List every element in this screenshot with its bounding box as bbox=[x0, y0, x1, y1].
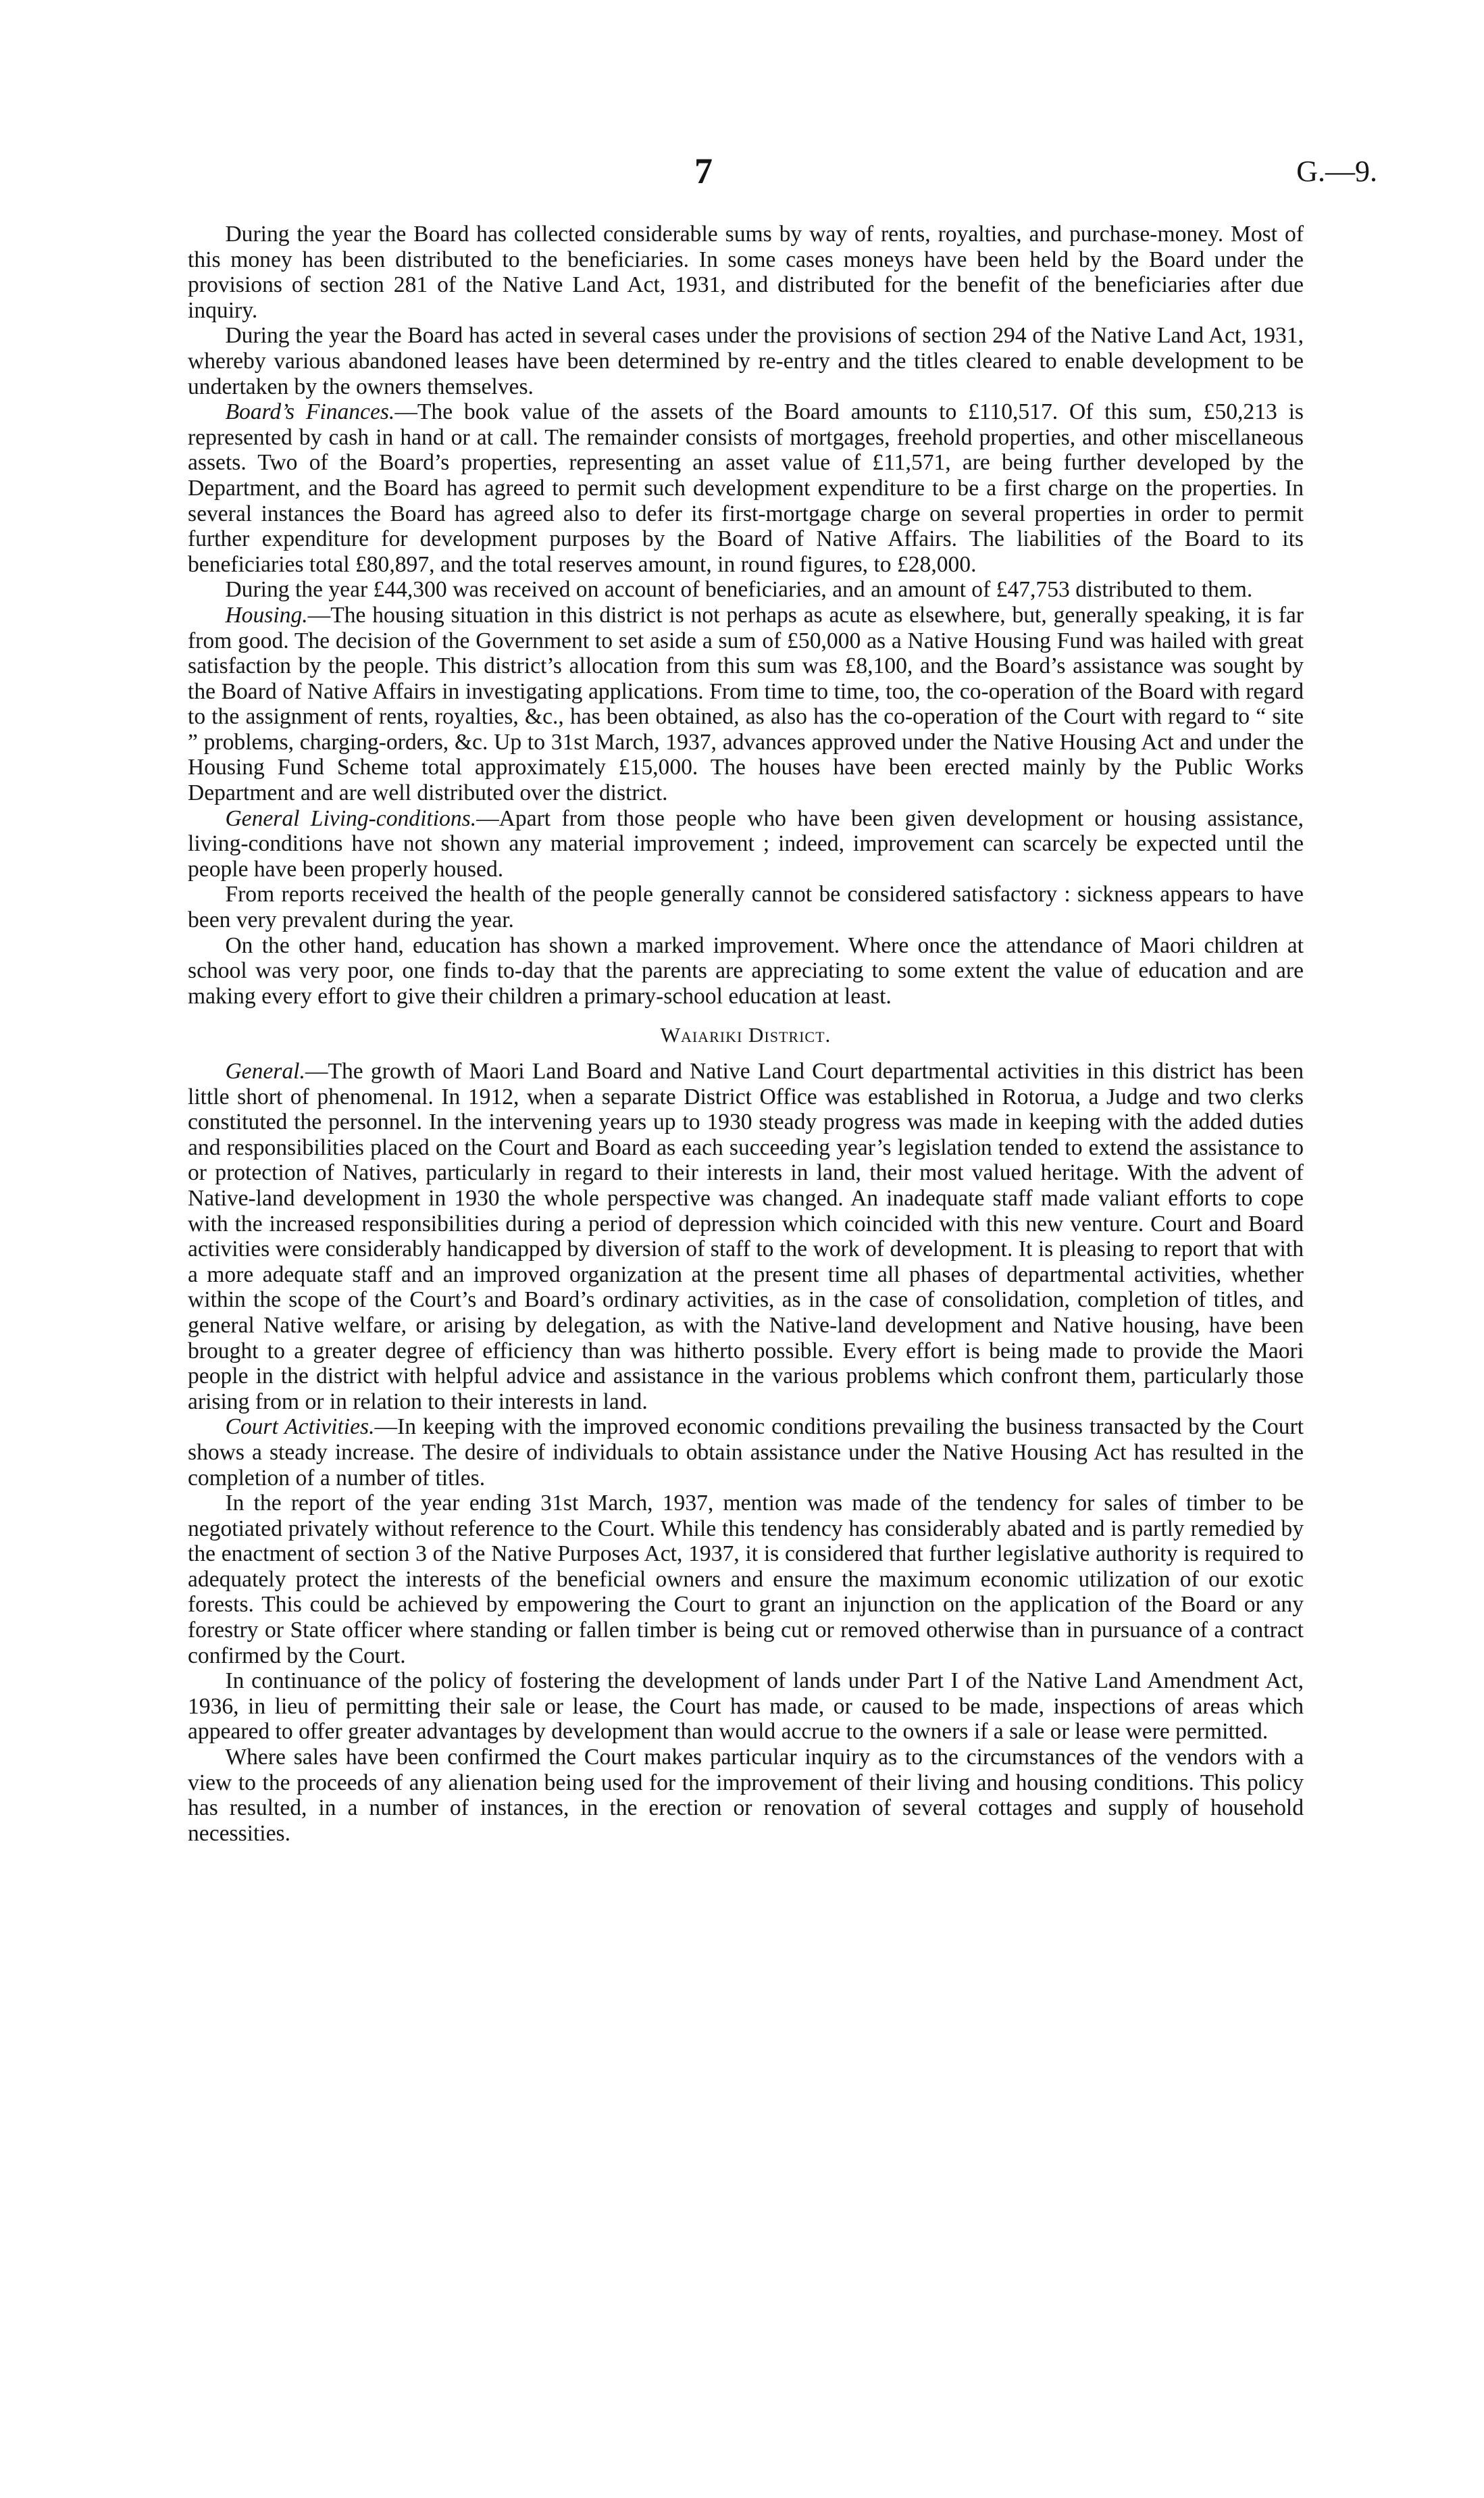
paragraph-text: During the year £44,300 was received on account of beneficiaries, and an amount of £47,753 distributed to them. bbox=[225, 577, 1253, 603]
paragraph-text: During the year the Board has collected considerable sums by way of rents, royalties, and purchase-money. Most of this money has been distributed to the beneficiaries. In some cases moneys have been held by the Board under the provisions of section 281 of the Native Land Act, 1931, and distributed for the benefit of the beneficiaries after due inquiry. bbox=[188, 222, 1304, 323]
paragraph bbox=[188, 882, 1304, 932]
paragraph-text: On the other hand, education has shown a marked improvement. Where once the attendance of Maori children at school was very poor, one finds to-day that the parents are appreciating to some extent the value of education and are making every effort to give their children a primary-school education at least. bbox=[188, 932, 1304, 1009]
report-series-number: G.—9. bbox=[1296, 155, 1377, 188]
paragraph bbox=[188, 806, 1304, 882]
paragraph bbox=[188, 933, 1304, 1009]
paragraph bbox=[188, 1414, 1304, 1491]
paragraph-lead: Court Activities. bbox=[225, 1414, 375, 1440]
paragraph-lead: General. bbox=[225, 1059, 305, 1084]
paragraph bbox=[188, 399, 1304, 577]
paragraph-text: From reports received the health of the people generally cannot be considered satisfactory : sickness appears to have been very prevalent during the year. bbox=[188, 882, 1304, 933]
paragraph-text: In continuance of the policy of fostering the development of lands under Part I of the Native Land Amendment Act, 1936, in lieu of permitting their sale or lease, the Court has made, or caused to be made, inspections of areas which appeared to offer greater advantages by development than would accrue to the owners if a sale or lease were permitted. bbox=[188, 1668, 1304, 1745]
paragraph bbox=[188, 323, 1304, 399]
paragraph-text: During the year the Board has acted in several cases under the provisions of section 294 of the Native Land Act, 1931, whereby various abandoned leases have been determined by re-entry and the titles cleared to enable development to be undertaken by the owners themselves. bbox=[188, 323, 1304, 399]
paragraph-text: —In keeping with the improved economic conditions prevailing the business transacted by the Court shows a steady increase. The desire of individuals to obtain assistance under the Native Housing Act has resulted in the completion of a number of titles. bbox=[188, 1414, 1304, 1491]
paragraph bbox=[188, 1668, 1304, 1745]
paragraph-text: —The growth of Maori Land Board and Native Land Court departmental activities in this district has been little short of phenomenal. In 1912, when a separate District Office was established in Rotorua, a Judge and two clerks constituted the personnel. In the intervening years up to 1930 steady progress was made in keeping with the added duties and responsibilities placed on the Court and Board as each succeeding year’s legislation tended to extend the assistance to or protection of Natives, particularly in regard to their interests in land, their most valued heritage. With the advent of Native-land development in 1930 the whole perspective was changed. An inadequate staff made valiant efforts to cope with the increased responsibilities during a period of depression which coincided with this new venture. Court and Board activities were considerably handicapped by diversion of staff to the work of development. It is pleasing to report that with a more adequate staff and an improved organization at the present time all phases of departmental activities, whether within the scope of the Court’s and Board’s ordinary activities, as in the case of consolidation, completion of titles, and general Native welfare, or arising by delegation, as with the Native-land development and Native housing, have been brought to a greater degree of efficiency than was hitherto possible. Every effort is being made to provide the Maori people in the district with helpful advice and assistance in the various problems which confront them, particularly those arising from or in relation to their interests in land. bbox=[188, 1059, 1304, 1414]
paragraph bbox=[188, 1491, 1304, 1668]
section-heading: Waiariki District. bbox=[660, 1023, 831, 1047]
page-number: 7 bbox=[694, 151, 713, 191]
paragraph-text: —Apart from those people who have been given development or housing assistance, living-conditions have not shown any material improvement ; indeed, improvement can scarcely be expected until the people have been properly housed. bbox=[188, 805, 1304, 882]
paragraph-text: Where sales have been confirmed the Court makes particular inquiry as to the circumstances of the vendors with a view to the proceeds of any alienation being used for the improvement of their living and housing conditions. This policy has resulted, in a number of instances, in the erection or renovation of several cottages and supply of household necessities. bbox=[188, 1745, 1304, 1846]
paragraph bbox=[188, 603, 1304, 806]
paragraph bbox=[188, 577, 1304, 603]
paragraph-lead: General Living-conditions. bbox=[225, 805, 477, 831]
paragraph-lead: Housing. bbox=[225, 602, 308, 628]
paragraph bbox=[188, 1745, 1304, 1846]
paragraph-lead: Board’s Finances. bbox=[225, 399, 395, 425]
body-text bbox=[188, 222, 1304, 1846]
paragraph bbox=[188, 1059, 1304, 1414]
paragraph-text: —The housing situation in this district is not perhaps as acute as elsewhere, but, generally speaking, it is far from good. The decision of the Government to set aside a sum of £50,000 as a Native Housing Fund was hailed with great satisfaction by the people. This district’s allocation from this sum was £8,100, and the Board’s assistance was sought by the Board of Native Affairs in investigating applications. From time to time, too, the co-operation of the Board with regard to the assignment of rents, royalties, &c., has been obtained, as also has the co-operation of the Court with regard to “ site ” problems, charging-orders, &c. Up to 31st March, 1937, advances approved under the Native Housing Act and under the Housing Fund Scheme total approximately £15,000. The houses have been erected mainly by the Public Works Department and are well distributed over the district. bbox=[188, 602, 1304, 806]
paragraph-text: —The book value of the assets of the Board amounts to £110,517. Of this sum, £50,213 is represented by cash in hand or at call. The remainder consists of mortgages, freehold properties, and other miscellaneous assets. Two of the Board’s properties, representing an asset value of £11,571, are being further developed by the Department, and the Board has agreed to permit such development expenditure to be a first charge on the properties. In several instances the Board has agreed also to defer its first-mortgage charge on several properties in order to permit further expenditure for development purposes by the Board of Native Affairs. The liabilities of the Board to its beneficiaries total £80,897, and the total reserves amount, in round figures, to £28,000. bbox=[188, 399, 1304, 577]
paragraph-text: In the report of the year ending 31st March, 1937, mention was made of the tendency for sales of timber to be negotiated privately without reference to the Court. While this tendency has considerably abated and is partly remedied by the enactment of section 3 of the Native Purposes Act, 1937, it is considered that further legislative authority is required to adequately protect the interests of the beneficial owners and ensure the maximum economic utilization of our exotic forests. This could be achieved by empowering the Court to grant an injunction on the application of the Board or any forestry or State officer where standing or fallen timber is being cut or removed otherwise than in pursuance of a contract confirmed by the Court. bbox=[188, 1491, 1304, 1668]
paragraph bbox=[188, 222, 1304, 323]
page-header bbox=[0, 150, 1484, 197]
